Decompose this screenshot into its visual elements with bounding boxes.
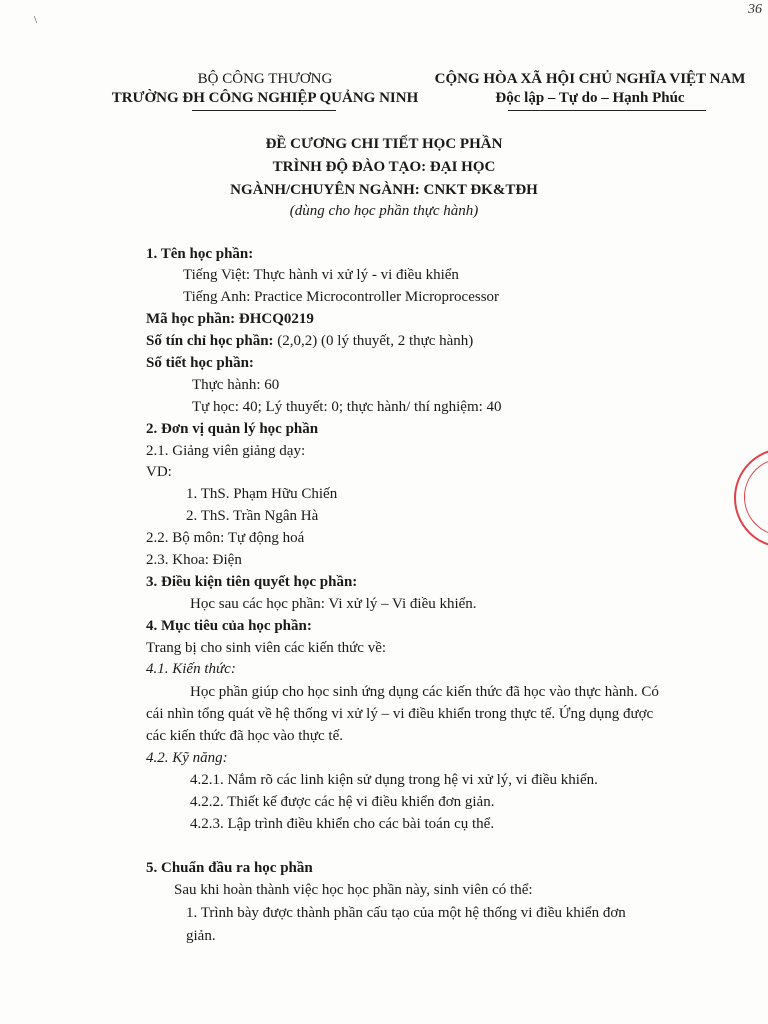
course-name-en: Tiếng Anh: Practice Microcontroller Microprocessor <box>183 289 500 305</box>
skill-item: 4.2.1. Nắm rõ các linh kiện sử dụng trong hệ vi xử lý, vi điều khiển. <box>190 772 598 788</box>
country-name: CỘNG HÒA XÃ HỘI CHỦ NGHĨA VIỆT NAM <box>434 71 746 87</box>
official-stamp <box>734 448 768 548</box>
periods-label: Số tiết học phần: <box>146 355 254 371</box>
section4-heading: 4. Mục tiêu của học phần: <box>146 618 312 634</box>
major-name: NGÀNH/CHUYÊN NGÀNH: CNKT ĐK&TĐH <box>230 182 538 198</box>
document-title: ĐỀ CƯƠNG CHI TIẾT HỌC PHẦN <box>265 136 503 152</box>
school-name: TRƯỜNG ĐH CÔNG NGHIỆP QUẢNG NINH <box>111 90 419 106</box>
school-underline <box>192 110 336 111</box>
lecturer-item: 2. ThS. Trần Ngân Hà <box>186 508 319 524</box>
scan-mark: \ <box>34 14 38 26</box>
national-motto: Độc lập – Tự do – Hạnh Phúc <box>495 90 685 106</box>
motto-underline <box>508 110 706 111</box>
objectives-intro: Trang bị cho sinh viên các kiến thức về: <box>146 640 387 656</box>
credits-label: Số tín chỉ học phần: <box>146 333 274 349</box>
practice-hours: Thực hành: 60 <box>192 377 280 393</box>
department: 2.2. Bộ môn: Tự động hoá <box>146 530 305 546</box>
skills-label: 4.2. Kỹ năng: <box>146 750 228 766</box>
skill-item: 4.2.2. Thiết kế được các hệ vi điều khiển đơn giản. <box>190 794 495 810</box>
section2-heading: 2. Đơn vị quản lý học phần <box>146 421 319 437</box>
section1-heading: 1. Tên học phần: <box>146 246 254 262</box>
course-name-vi: Tiếng Việt: Thực hành vi xử lý - vi điều khiển <box>183 267 459 283</box>
header-left <box>80 70 450 108</box>
training-level: TRÌNH ĐỘ ĐÀO TẠO: ĐẠI HỌC <box>272 159 496 175</box>
lecturers-label: 2.1. Giảng viên giảng dạy: <box>146 443 306 459</box>
outcomes-intro: Sau khi hoàn thành việc học học phần này, sinh viên có thể: <box>174 882 533 898</box>
faculty: 2.3. Khoa: Điện <box>146 552 242 568</box>
section5-heading: 5. Chuẩn đầu ra học phần <box>146 860 313 876</box>
outcome-item-line: 1. Trình bày được thành phần cấu tạo của một hệ thống vi điều khiển đơn <box>186 905 626 921</box>
skill-item: 4.2.3. Lập trình điều khiển cho các bài toán cụ thể. <box>190 816 495 832</box>
section3-heading: 3. Điều kiện tiên quyết học phần: <box>146 574 358 590</box>
lecturer-item: 1. ThS. Phạm Hữu Chiến <box>186 486 338 502</box>
ministry-name: BỘ CÔNG THƯƠNG <box>197 71 333 87</box>
example-label: VD: <box>146 464 172 480</box>
knowledge-label: 4.1. Kiến thức: <box>146 661 236 677</box>
self-study-hours: Tự học: 40; Lý thuyết: 0; thực hành/ thí nghiệm: 40 <box>192 399 502 415</box>
knowledge-text-line: Học phần giúp cho học sinh ứng dụng các kiến thức đã học vào thực hành. Có <box>190 684 659 700</box>
knowledge-text-line: cái nhìn tổng quát về hệ thống vi xử lý – vi điều khiển trong thực tế. Ứng dụng được <box>146 706 654 722</box>
document-subtitle: (dùng cho học phần thực hành) <box>289 203 479 219</box>
stamp-inner-ring <box>744 458 768 536</box>
knowledge-text-line: các kiến thức đã học vào thực tế. <box>146 728 344 744</box>
course-code: Mã học phần: ĐHCQ0219 <box>146 311 314 327</box>
page-number: 36 <box>748 2 762 17</box>
credits-line <box>146 333 473 350</box>
prerequisite-text: Học sau các học phần: Vi xử lý – Vi điều khiển. <box>190 596 477 612</box>
header-right <box>430 70 750 108</box>
outcome-item-line: giản. <box>186 928 216 944</box>
credits-value: (2,0,2) (0 lý thuyết, 2 thực hành) <box>273 333 474 349</box>
